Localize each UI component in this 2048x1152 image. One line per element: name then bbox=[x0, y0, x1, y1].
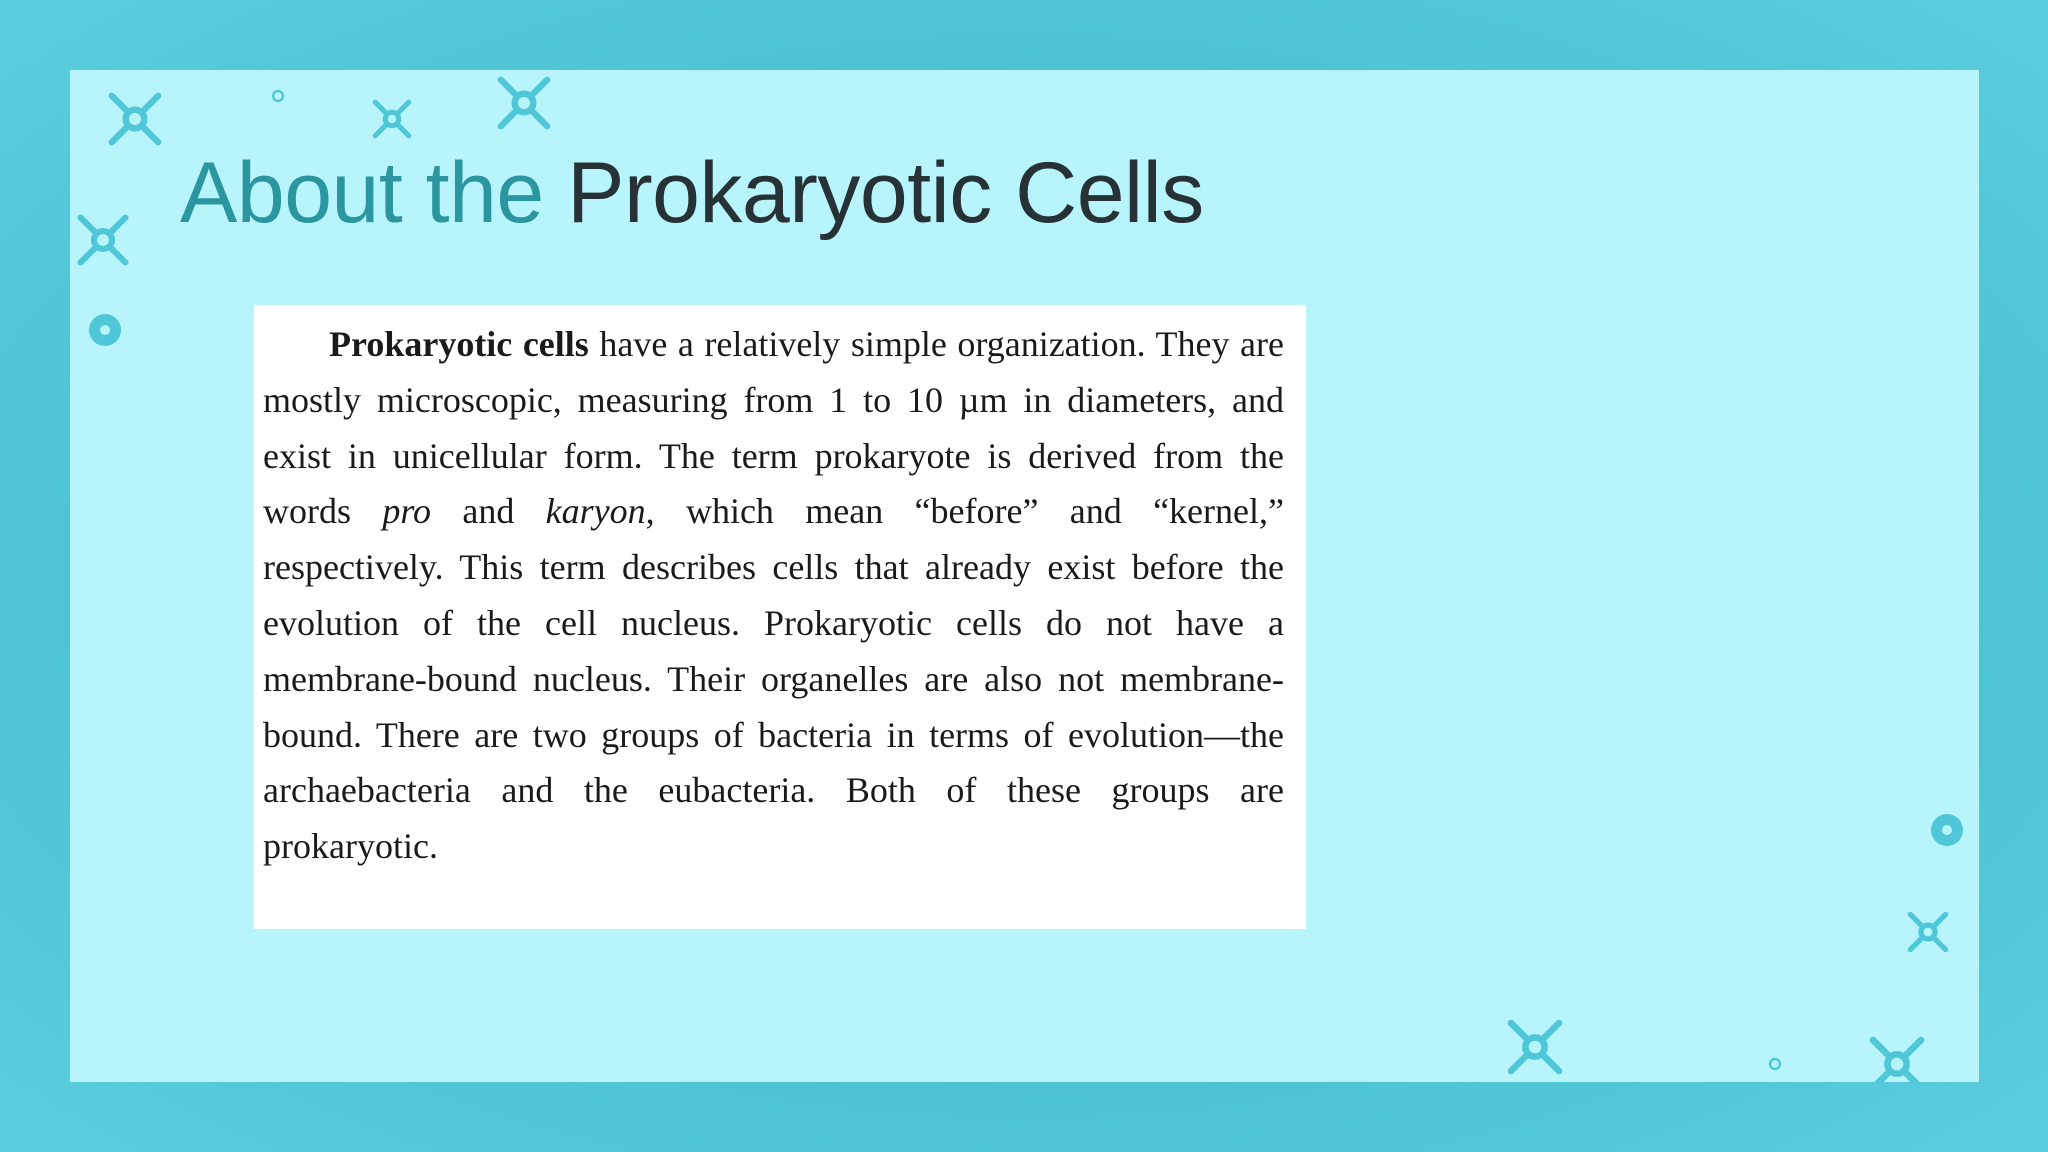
passage-text-2: and bbox=[431, 491, 546, 532]
passage-text-1: have a relatively simple organization. They are mostly microscopic, measuring from 1 to 10 µm in diameters, and exist in unicellular form. The term prokaryote is derived from the words bbox=[263, 324, 1285, 532]
passage-text-3: , which mean “before” and “kernel,” respectively. This term describes cells that already exist before the evolution of the cell nucleus. Prokaryotic cells do not have a membrane-bound nucleus. Their organelles are also not membrane-bound. There are two groups of bacteria in terms of evolution—the archaebacteria and the eubacteria. Both of these groups are prokaryotic. bbox=[263, 491, 1284, 867]
passage-bold-term: Prokaryotic cells bbox=[329, 324, 589, 364]
passage-image bbox=[254, 305, 1306, 929]
title-accent: About the bbox=[180, 145, 544, 241]
ring-dot-icon bbox=[1930, 813, 1964, 847]
slide-canvas bbox=[70, 70, 1979, 1082]
ring-dot-icon bbox=[1767, 1056, 1783, 1072]
title-main: Prokaryotic Cells bbox=[567, 145, 1204, 241]
sparkle-cross-icon bbox=[75, 212, 131, 268]
sparkle-cross-icon bbox=[495, 74, 553, 132]
ring-dot-icon bbox=[270, 88, 286, 104]
sparkle-cross-icon bbox=[1906, 910, 1950, 954]
passage-italic-karyon: karyon bbox=[545, 491, 646, 532]
sparkle-cross-icon bbox=[1505, 1017, 1565, 1077]
ring-dot-icon bbox=[88, 313, 122, 347]
sparkle-cross-icon bbox=[1867, 1034, 1927, 1082]
slide-title bbox=[180, 145, 1204, 241]
sparkle-cross-icon bbox=[106, 90, 164, 148]
passage-paragraph bbox=[263, 317, 1284, 875]
passage-italic-pro: pro bbox=[382, 491, 432, 532]
sparkle-cross-icon bbox=[371, 98, 413, 140]
